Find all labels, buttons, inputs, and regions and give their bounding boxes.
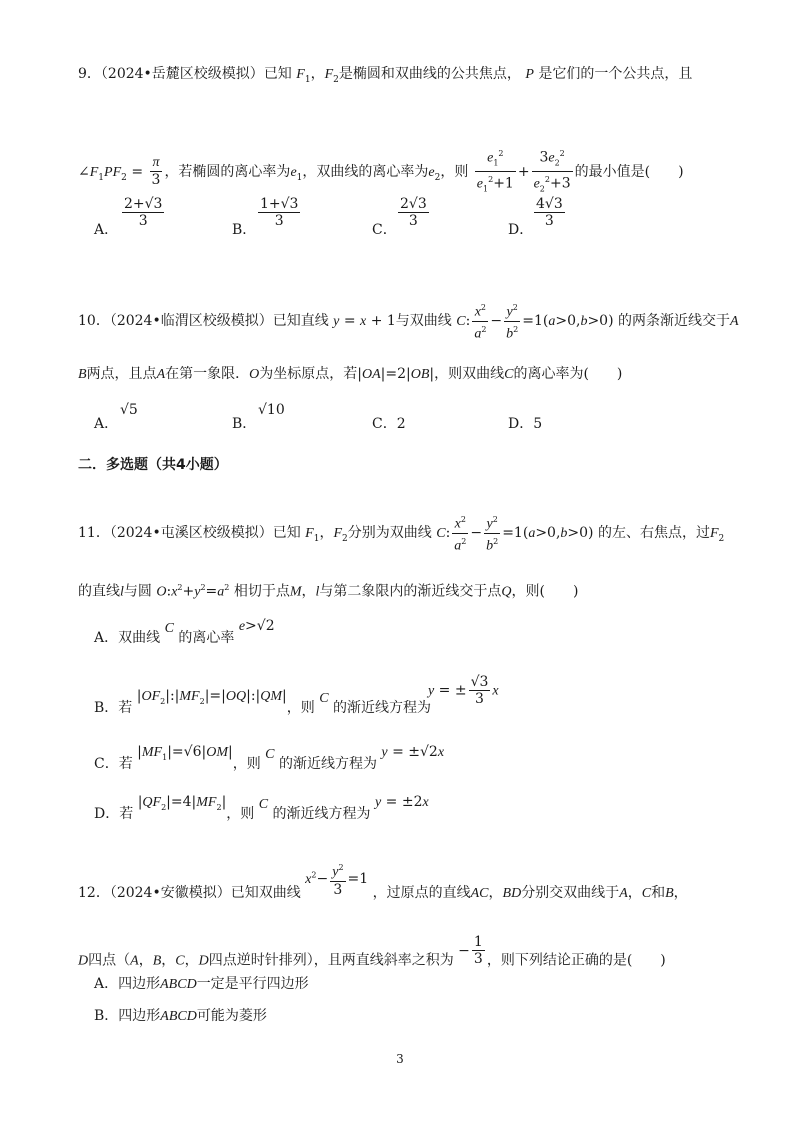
section-heading: 二．多选题（共4小题） [78, 457, 228, 473]
q11-line-1: 11．（2024•屯溪区校级模拟）已知 $F_1$，$F_2$分别为双曲线 C: $\frac{x^2}{a^2}$ − $\frac{y^2}{b^2}$ =1(a>0,b>0) 的左、右焦点，过$F_2$ [78, 512, 740, 554]
q10-option-a-value: √5 [120, 402, 138, 418]
q9-option-b-value: $\frac{1+√3}{3}$ [260, 196, 299, 229]
q10-source: （2024•临渭区校级模拟） [109, 313, 273, 330]
q9-source: （2024•岳麓区校级模拟） [100, 66, 264, 82]
q11-option-a: A．双曲线 C 的离心率 e>√2 [94, 618, 275, 646]
q11-source: （2024•屯溪区校级模拟） [109, 525, 273, 542]
q11-option-c: C．若 $|MF_1|=√6|OM|$，则 C 的渐近线方程为 y = ±√2x [94, 744, 445, 772]
q12-line-2: D四点（A，B，C，D四点逆时针排列），且两直线斜率之积为 − $\frac{1}{3}$ ，则下列结论正确的是( ) [78, 934, 666, 969]
q12-option-b: B．四边形ABCD可能为菱形 [94, 1008, 267, 1024]
q11-option-b-value: y = ± $\frac{√3}{3}$ x [428, 674, 499, 707]
q9-number: 9． [78, 66, 101, 82]
q9-option-a-value: $\frac{2+√3}{3}$ [124, 196, 163, 229]
q9-option-d: D． [508, 222, 534, 238]
q9-option-a: A． [94, 222, 119, 238]
q10-line-1: 10．（2024•临渭区校级模拟）已知直线 y = x + 1与双曲线 C: $\frac{x^2}{a^2}$ − $\frac{y^2}{b^2}$ =1(a>0,b>0) 的两条渐近线交于A [78, 300, 740, 342]
q10-option-b: B． [232, 416, 257, 432]
q9-line-2: $\angle F_1PF_2$ = $\frac{\pi}{3}$ ，若椭圆的离心率为$e_1$，双曲线的离心率为$e_2$，则 $\frac{e_1^2}{e_1^2+1}$ + $\frac{3e_2^2}{e_2^2+3}$ 的最小值是( ) [78, 146, 740, 198]
q11-number: 11． [78, 525, 110, 542]
q11-option-b: B．若 $|OF_2|:|MF_2|=|OQ|:|QM|$，则 C 的渐近线方程为 [94, 688, 432, 716]
q11-line-2: 的直线l与圆 $O:x^2+y^2=a^2$ 相切于点M，l与第二象限内的渐近线交于点Q，则( ) [78, 583, 579, 600]
q12-number: 12． [78, 884, 110, 901]
q9-option-c: C． [372, 222, 397, 238]
q11-option-d: D．若 $|QF_2|=4|MF_2|$，则 C 的渐近线方程为 y = ±2x [94, 794, 429, 822]
q12-source: （2024•安徽模拟） [109, 884, 231, 901]
q9-option-b: B． [232, 222, 257, 238]
q10-option-c: C．2 [372, 416, 406, 432]
q10-line-2: B两点，且点A在第一象限．O为坐标原点，若|OA|=2|OB|，则双曲线C的离心率为( ) [78, 366, 623, 382]
page-number: 3 [396, 1052, 404, 1066]
q10-option-a: A． [94, 416, 119, 432]
q10-option-b-value: √10 [258, 402, 285, 418]
q9-option-d-value: $\frac{4√3}{3}$ [536, 196, 563, 229]
q10-option-d: D．5 [508, 416, 543, 432]
q12-option-a: A．四边形ABCD一定是平行四边形 [94, 976, 309, 992]
q9-line-1: 9．（2024•岳麓区校级模拟）已知 $F_1$，$F_2$是椭圆和双曲线的公共焦点， P 是它们的一个公共点，且 [78, 66, 693, 85]
q10-number: 10． [78, 313, 110, 330]
q12-line-1: 12．（2024•安徽模拟）已知双曲线 $x^2-$ $\frac{y^2}{3}$ =1 ，过原点的直线AC，BD分别交双曲线于A，C和B， [78, 874, 740, 912]
q9-option-c-value: $\frac{2√3}{3}$ [400, 196, 427, 229]
